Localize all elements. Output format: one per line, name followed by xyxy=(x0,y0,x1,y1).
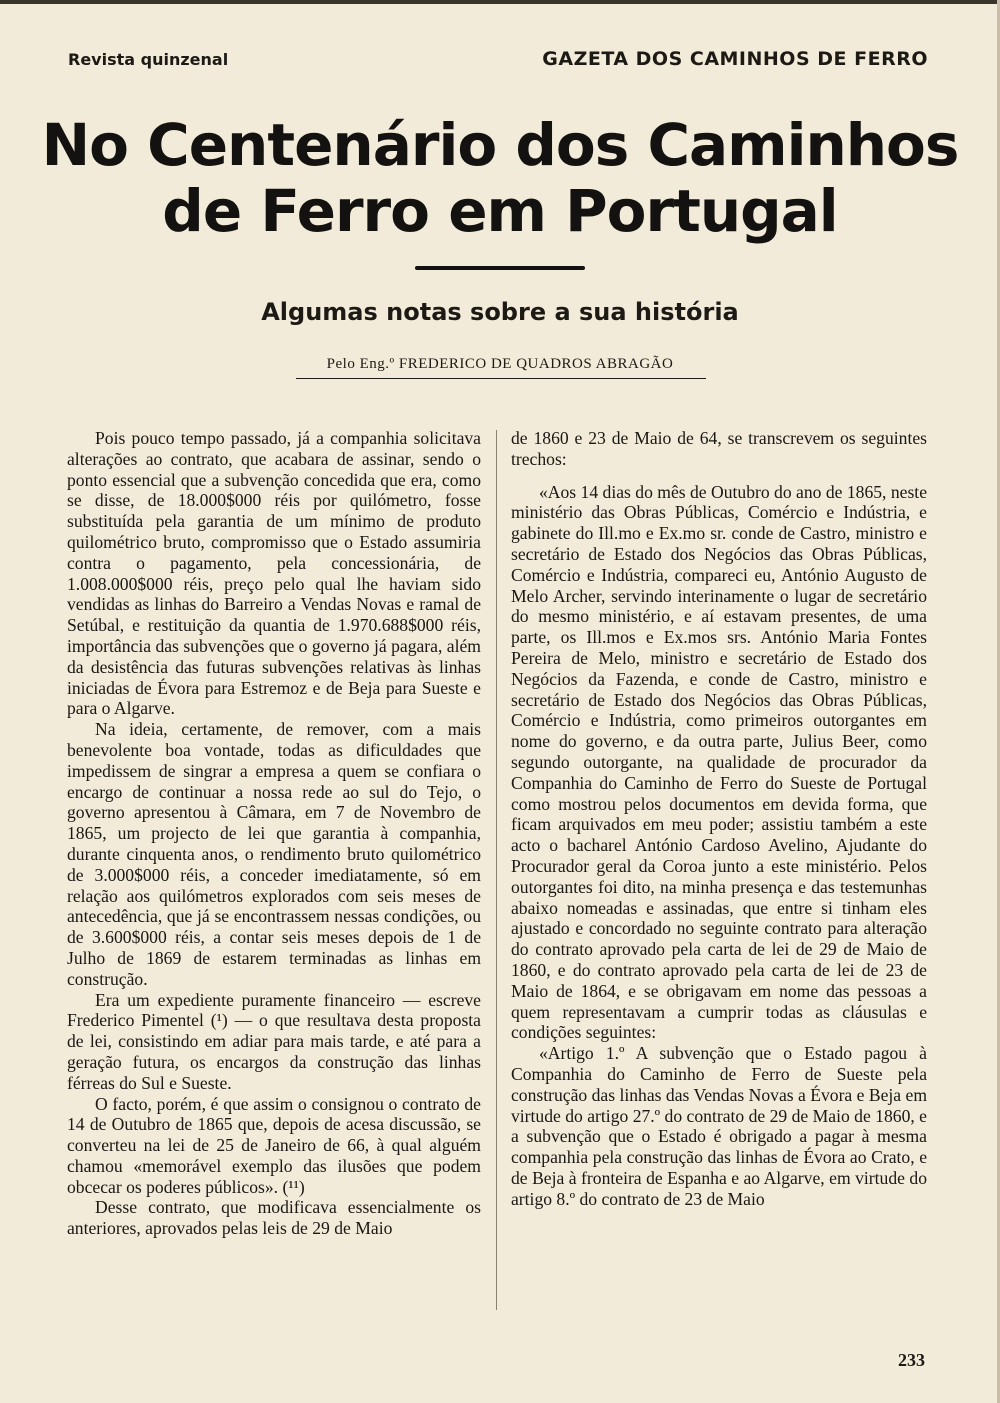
quoted-contract-paragraph: «Aos 14 dias do mês de Outubro do ano de 1865, neste ministério das Obras Públicas, Comércio e Indústria, e gabinete do Ill.mo e Ex.mo sr. conde de Castro, ministro e secretário de Estado dos Negócios das Obras Públicas, Comércio e Indústria, compareci eu, António Augusto de Melo Archer, servindo interinamente o lugar de secretário do mesmo ministério, e aí estavam presentes, de uma parte, os Ill.mos e Ex.mos srs. António Maria Fontes Pereira de Melo, ministro e secretário de Estado dos Negócios da Fazenda, e conde de Castro, ministro e secretário de Estado dos Negócios das Obras Públicas, Comércio e Indústria, como primeiros outorgantes em nome do governo, e da outra parte, Julius Beer, como segundo outorgante, na qualidade de procurador da Companhia do Caminho de Ferro do Sueste de Portugal como mostrou pelos documentos em devida forma, que ficam arquivados em meu poder; assistiu também a este acto o bacharel António Cardoso Avelino, Ajudante do Procurador geral da Coroa junto a este ministério. Pelos outorgantes foi dito, na minha presença e das testemunhas abaixo nomeadas e assinadas, que entre si tinham eles ajustado e concordado no seguinte contrato para alteração do contrato aprovado pela carta de lei de 29 de Maio de 1860, e do contrato aprovado pela carta de lei de 23 de Maio de 1864, e se obrigavam em nome das pessoas a quem representavam a cumprir todas as cláusulas e condições seguintes: xyxy=(511,481,927,1043)
running-header-right: GAZETA DOS CAMINHOS DE FERRO xyxy=(542,48,928,70)
article-title-line-2: de Ferro em Portugal xyxy=(162,177,838,245)
paragraph: Na ideia, certamente, de remover, com a mais benevolente boa vontade, todas as dificuldades que impedissem de singrar a empresa a quem se confiara o encargo de continuar a nossa rede ao sul do Tejo, o governo apresentou à Câmara, em 7 de Novembro de 1865, um projecto de lei que garantia à companhia, durante cinquenta anos, o rendimento bruto quilométrico de 3.000$000 réis, a conceder imediatamente, só em relação aos quilómetros explorados com seis meses de antecedência, que já se encontrassem nessas condições, ou de 3.600$000 réis, a contar seis meses depois de 1 de Julho de 1869 de estarem terminadas as linhas em construção. xyxy=(67,719,481,989)
title-divider-rule xyxy=(415,266,585,270)
paragraph: de 1860 e 23 de Maio de 64, se transcrevem os seguintes trechos: xyxy=(511,428,927,469)
quoted-article-paragraph: «Artigo 1.º A subvenção que o Estado pagou à Companhia do Caminho de Ferro de Sueste pela construção das linhas das Vendas Novas a Évora e Beja em virtude do artigo 27.º do contrato de 29 de Maio de 1860, e a subvenção que o Estado é obrigado a pagar à mesma companhia pela construção das linhas de Évora ao Crato, e de Beja à fronteira de Espanha e ao Algarve, em virtude do artigo 8.º do contrato de 23 de Maio xyxy=(511,1043,927,1209)
page-number: 233 xyxy=(898,1350,925,1370)
column-divider xyxy=(496,430,497,1310)
article-title-line-1: No Centenário dos Caminhos xyxy=(41,111,959,179)
article-byline: Pelo Eng.º FREDERICO DE QUADROS ABRAGÃO xyxy=(326,356,674,372)
article-subtitle: Algumas notas sobre a sua história xyxy=(261,298,739,326)
page-top-edge xyxy=(0,0,1000,4)
running-header-left: Revista quinzenal xyxy=(68,50,229,69)
text-column-left xyxy=(67,428,481,1239)
paragraph: O facto, porém, é que assim o consignou o contrato de 14 de Outubro de 1865 que, depois de acesa discussão, se converteu na lei de 25 de Janeiro de 66, à qual alguém chamou «memorável exemplo das ilusões que podem obcecar os poderes públicos». (¹¹) xyxy=(67,1093,481,1197)
byline-underline xyxy=(296,378,706,379)
paragraph: Pois pouco tempo passado, já a companhia solicitava alterações ao contrato, que acabara de assinar, sendo o ponto essencial que a subvenção concedida que era, como se disse, de 18.000$000 réis por quilómetro, fosse substituída pela garantia de um mínimo de produto quilométrico bruto, compromisso que o Estado assumiria contra o pagamento, pela concessionária, de 1.008.000$000 réis, preço pelo qual lhe haviam sido vendidas as linhas do Barreiro a Vendas Novas e ramal de Setúbal, e restituição da quantia de 1.970.688$000 réis, importância das subvenções que o governo já pagara, além da desistência das futuras subvenções relativas às linhas iniciadas de Évora para Estremoz e de Beja para Sueste e para o Algarve. xyxy=(67,428,481,719)
text-column-right xyxy=(511,428,927,1209)
paragraph: Desse contrato, que modificava essencialmente os anteriores, aprovados pelas leis de 29 de Maio xyxy=(67,1197,481,1239)
article-title xyxy=(40,112,960,244)
paragraph: Era um expediente puramente financeiro — escreve Frederico Pimentel (¹) — o que resultava desta proposta de lei, consistindo em adiar para mais tarde, e até para a geração futura, os encargos da construção das linhas férreas do Sul e Sueste. xyxy=(67,989,481,1093)
